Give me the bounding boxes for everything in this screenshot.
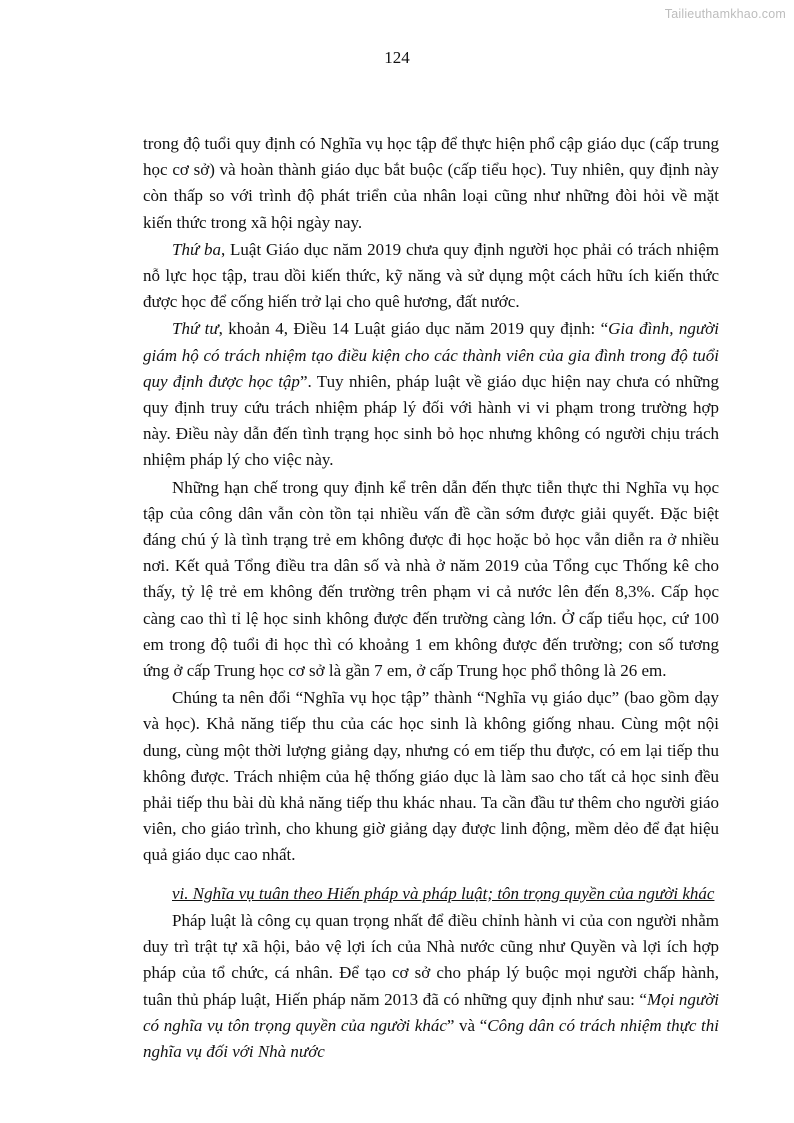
paragraph-2-text: , Luật Giáo dục năm 2019 chưa quy định người học phải có trách nhiệm nỗ lực học tập, trau dồi kiến thức, kỹ năng và sử dụng một cách hữu ích kiến thức được học để cống hiến trở lại cho quê hương, đất nước. [143,239,719,312]
watermark: Tailieuthamkhao.com [664,7,786,21]
paragraph-2-lead: Thứ ba [172,239,222,259]
paragraph-2 [143,237,719,316]
section-heading: vi. Nghĩa vụ tuân theo Hiến pháp và pháp luật; tôn trọng quyền của người khác [172,883,715,903]
page-number: 124 [384,48,410,67]
paragraph-6-quote-2: Công dân có trách nhiệm thực thi nghĩa vụ đối với Nhà nước [143,1015,719,1061]
paragraph-3-quote: Gia đình, người giám hộ có trách nhiệm tạo điều kiện cho các thành viên của gia đình trong độ tuổi quy định được học tập [143,319,719,391]
paragraph-6 [143,908,719,1065]
paragraph-6-text-1: Pháp luật là công cụ quan trọng nhất để điều chỉnh hành vi của con người nhằm duy trì trật tự xã hội, bảo vệ lợi ích của Nhà nước cũng như Quyền và lợi ích hợp pháp của tổ chức, cá nhân. Để tạo cơ sở cho pháp lý buộc mọi người chấp hành, tuân thủ pháp luật, Hiến pháp năm 2013 đã có những quy định như sau: “ [143,910,719,1009]
document-body [143,131,719,1066]
paragraph-6-text-2: ” và “ [446,1015,488,1035]
paragraph-3 [143,316,719,473]
paragraph-4: Những hạn chế trong quy định kể trên dẫn đến thực tiễn thực thi Nghĩa vụ học tập của công dân vẫn còn tồn tại nhiều vấn đề cần sớm được giải quyết. Đặc biệt đáng chú ý là tình trạng trẻ em không được đi học hoặc bỏ học vẫn diễn ra ở nhiều nơi. Kết quả Tổng điều tra dân số và nhà ở năm 2019 của Tổng cục Thống kê cho thấy, tỷ lệ trẻ em không đến trường trên phạm vi cả nước lên đến 8,3%. Cấp học càng cao thì tỉ lệ học sinh không được đến trường càng lớn. Ở cấp tiểu học, cứ 100 em trong độ tuổi đi học thì có khoảng 1 em không được đến trường; con số tương ứng ở cấp Trung học cơ sở là gần 7 em, ở cấp Trung học phổ thông là 26 em. [143,477,719,681]
paragraph-1: trong độ tuổi quy định có Nghĩa vụ học tập để thực hiện phổ cập giáo dục (cấp trung học cơ sở) và hoàn thành giáo dục bắt buộc (cấp tiểu học). Tuy nhiên, quy định này còn thấp so với trình độ phát triển của nhân loại cũng như những đòi hỏi về mặt kiến thức trong xã hội ngày nay. [143,134,719,232]
paragraph-3-lead: Thứ tư [172,319,219,339]
paragraph-3-text-2: ”. Tuy nhiên, pháp luật về giáo dục hiện nay chưa có những quy định truy cứu trách nhiệm pháp lý đối với hành vi vi phạm trong trường hợp này. Điều này dẫn đến tình trạng học sinh bỏ học nhưng không có người chịu trách nhiệm pháp lý cho việc này. [143,371,719,470]
paragraph-6-quote-1: Mọi người có nghĩa vụ tôn trọng quyền của người khác [143,989,719,1035]
paragraph-3-text-1: , khoản 4, Điều 14 Luật giáo dục năm 2019 quy định: “ [218,319,609,339]
paragraph-5: Chúng ta nên đổi “Nghĩa vụ học tập” thành “Nghĩa vụ giáo dục” (bao gồm dạy và học). Khả năng tiếp thu của các học sinh là không giống nhau. Cùng một nội dung, cùng một thời lượng giảng dạy, nhưng có em tiếp thu được, có em lại tiếp thu không được. Trách nhiệm của hệ thống giáo dục là làm sao cho tất cả học sinh đều phải tiếp thu bài dù khả năng tiếp thu khác nhau. Ta cần đầu tư thêm cho người giáo viên, cho giáo trình, cho khung giờ giảng dạy được linh động, mềm dẻo để đạt hiệu quả giáo dục cao nhất. [143,688,719,865]
